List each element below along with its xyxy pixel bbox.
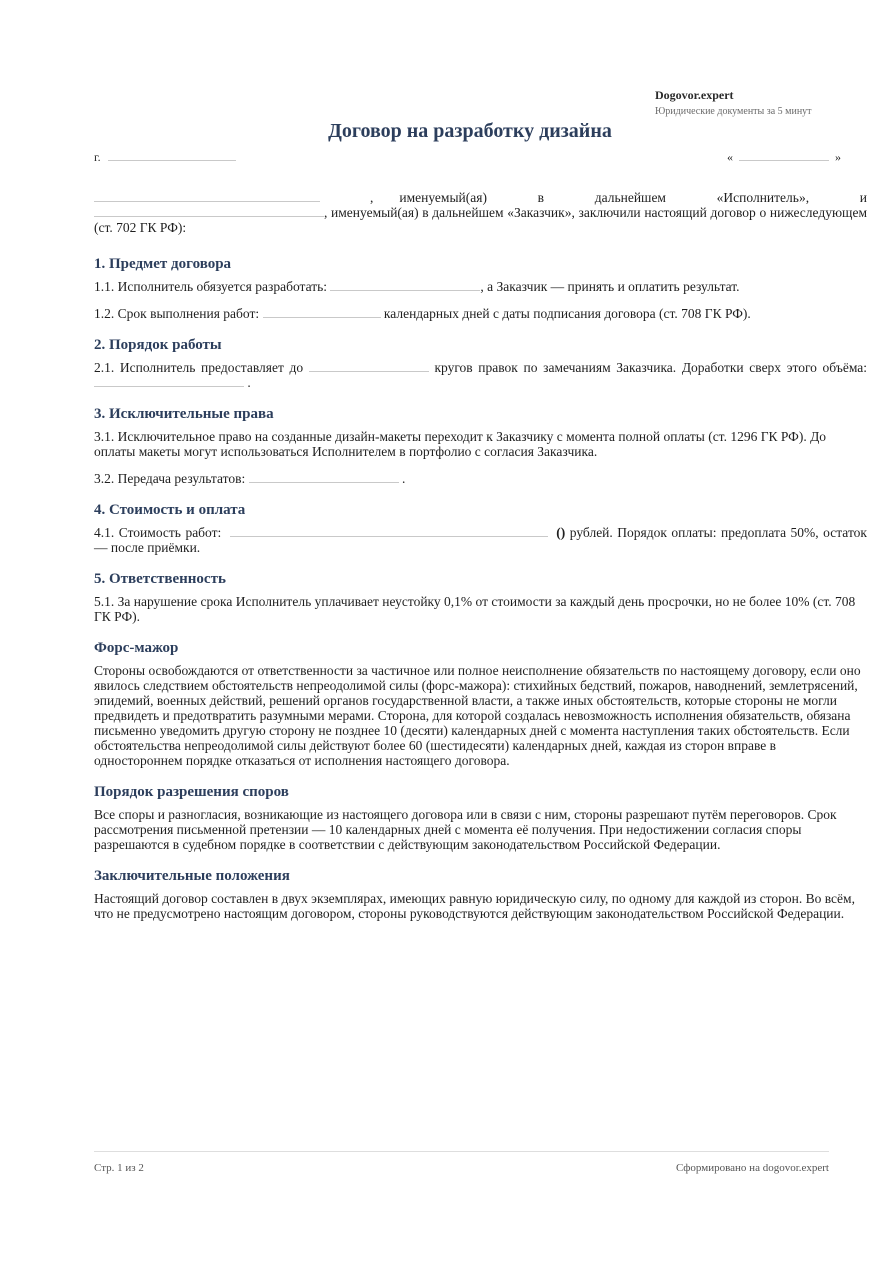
clause-2-1-text-mid: кругов правок по замечаниям Заказчика. Доработки сверх этого объёма: — [434, 360, 868, 375]
parties-executor-text: именуемый(ая) в дальнейшем «Исполнитель», и — [399, 190, 867, 205]
document-body — [94, 190, 867, 921]
clause-3-1: 3.1. Исключительное право на созданные дизайн-макеты переходит к Заказчику с момента полной оплаты (ст. 1296 ГК РФ). До оплаты макеты могут использоваться Исполнителем в портфолио с согласия Заказчика. — [94, 429, 827, 459]
clause-3-2 — [94, 471, 867, 486]
parties-line-2 — [94, 205, 867, 235]
section-4-heading: 4. Стоимость и оплата — [94, 502, 246, 518]
date-blank[interactable] — [739, 150, 829, 161]
clause-4-1-text: 4.1. Стоимость работ: — [94, 525, 222, 540]
document-title: Договор на разработку дизайна — [328, 120, 612, 142]
city-line — [94, 150, 236, 165]
clause-1-1 — [94, 279, 867, 294]
brand-tagline: Юридические документы за 5 минут — [655, 106, 812, 117]
section-5-heading: 5. Ответственность — [94, 571, 226, 587]
customer-name-blank[interactable] — [94, 206, 324, 217]
clause-2-1 — [94, 360, 867, 390]
clause-5-1: 5.1. За нарушение срока Исполнитель уплачивает неустойку 0,1% от стоимости за каждый день просрочки, но не более 10% (ст. 708 ГК РФ). — [94, 594, 856, 624]
clause-2-1-text: 2.1. Исполнитель предоставляет до — [94, 360, 304, 375]
force-majeure-text: Стороны освобождаются от ответственности за частичное или полное неисполнение обязательств по настоящему договору, если оно явилось следствием обстоятельств непреодолимой силы (форс-мажора): стихийных бедствий, пожаров, наводнений, землетрясений, эпидемий, военных действий, решений органов государственной власти, а также иных обстоятельств, которые стороны не могли предвидеть и предотвратить разумными мерами. Сторона, для которой создалась невозможность исполнения обязательств, обязана письменно уведомить другую сторону не позднее 10 (десяти) календарных дней с момента наступления таких обстоятельств. Если обстоятельства непреодолимой силы действуют более 60 (шестидесяти) календарных дней, каждая из сторон вправе в одностороннем порядке отказаться от исполнения настоящего договора. — [94, 663, 861, 768]
page-number: Стр. 1 из 2 — [94, 1162, 144, 1174]
disputes-text: Все споры и разногласия, возникающие из настоящего договора или в связи с ним, стороны разрешают путём переговоров. Срок рассмотрения письменной претензии — 10 календарных дней с момента её получения. При недостижении согласия споры разрешаются в судебном порядке в соответствии с действующим законодательством Российской Федерации. — [94, 807, 837, 852]
force-majeure-heading: Форс-мажор — [94, 640, 179, 656]
city-blank[interactable] — [108, 150, 236, 161]
price-words-parens: () — [556, 525, 566, 540]
clause-1-2-text: 1.2. Срок выполнения работ: — [94, 306, 260, 321]
parties-line-1 — [94, 190, 867, 205]
date-close-quote: » — [835, 150, 841, 164]
clause-1-1-text-end: , а Заказчик — принять и оплатить результат. — [480, 279, 740, 294]
clause-3-2-end: . — [401, 471, 406, 486]
executor-name-blank[interactable] — [94, 191, 320, 202]
clause-3-2-text: 3.2. Передача результатов: — [94, 471, 246, 486]
section-1-heading: 1. Предмет договора — [94, 256, 232, 272]
design-subject-blank[interactable] — [330, 280, 480, 291]
brand-block — [655, 88, 855, 119]
clause-2-1-end: . — [247, 375, 251, 390]
extra-work-blank[interactable] — [94, 376, 244, 387]
date-line — [727, 150, 841, 165]
clause-4-1 — [94, 525, 867, 555]
transfer-blank[interactable] — [249, 472, 399, 483]
parties-customer-text: , именуемый(ая) в дальнейшем «Заказчик», заключили настоящий договор о нижеследующем (ст. 702 ГК РФ): — [94, 205, 867, 235]
clause-1-2 — [94, 306, 867, 321]
price-blank[interactable] — [230, 526, 548, 537]
final-provisions-text: Настоящий договор составлен в двух экземплярах, имеющих равную юридическую силу, по одному для каждой из сторон. Во всём, что не предусмотрено настоящим договором, стороны руководствуются действующим законодательством Российской Федерации. — [94, 891, 855, 921]
revisions-count-blank[interactable] — [309, 361, 429, 372]
clause-4-1-text-end: рублей. Порядок оплаты: предоплата 50%, остаток — после приёмки. — [94, 525, 867, 555]
disputes-heading: Порядок разрешения споров — [94, 784, 289, 800]
final-provisions-heading: Заключительные положения — [94, 868, 290, 884]
date-open-quote: « — [727, 150, 733, 164]
term-days-blank[interactable] — [263, 307, 381, 318]
clause-1-2-text-end: календарных дней с даты подписания договора (ст. 708 ГК РФ). — [383, 306, 751, 321]
brand-name: Dogovor.expert — [655, 88, 734, 102]
parties-comma: , — [370, 190, 374, 205]
footer-divider — [94, 1151, 829, 1152]
section-3-heading: 3. Исключительные права — [94, 406, 274, 422]
clause-1-1-text: 1.1. Исполнитель обязуется разработать: — [94, 279, 328, 294]
generated-by: Сформировано на dogovor.expert — [675, 1162, 829, 1174]
section-2-heading: 2. Порядок работы — [94, 337, 222, 353]
city-label: г. — [94, 150, 101, 164]
